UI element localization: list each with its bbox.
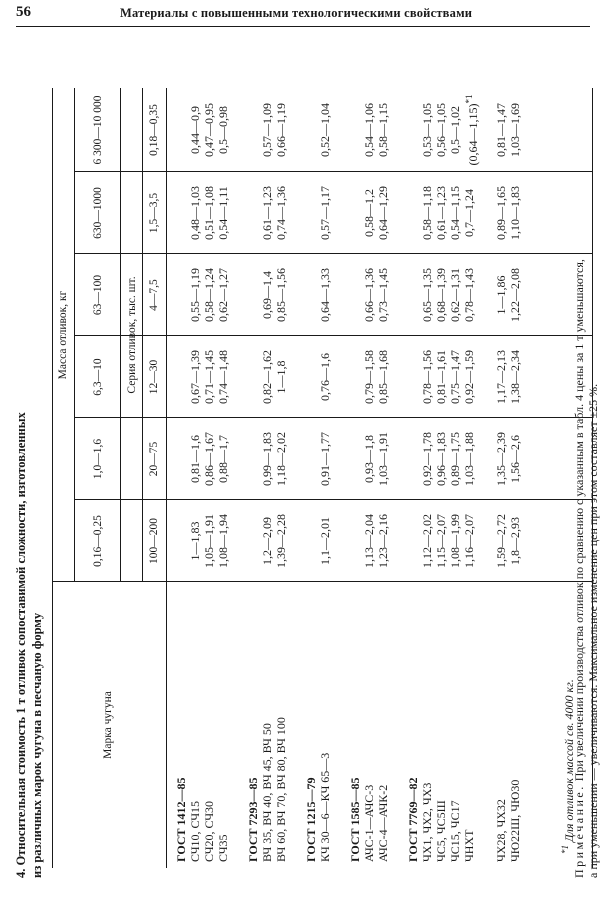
mass-range: 1,0—1,6 <box>92 438 104 480</box>
series-range: 4—7,5 <box>148 279 160 311</box>
table-cell: 1,59—2,72 <box>494 514 508 568</box>
table-cell: 0,68—1,39 <box>434 268 448 322</box>
table-cell: 0,89—1,75 <box>448 432 462 486</box>
brand-name: ВЧ 35, ВЧ 40, ВЧ 45, ВЧ 50 <box>260 723 274 862</box>
table-cell: 1,03—1,91 <box>376 432 390 486</box>
group-standard: ГОСТ 1215—79 <box>304 777 318 862</box>
mass-range: 0,16—0,25 <box>92 515 104 567</box>
series-range: 20—75 <box>148 441 160 477</box>
table-cell: 1,15—2,07 <box>434 514 448 568</box>
table-cell: 0,81—1,47 <box>494 103 508 157</box>
mass-header: Масса отливок, кг <box>57 290 69 380</box>
table-cell: 0,57—1,09 <box>260 103 274 157</box>
table-cell: 0,47—0,95 <box>202 103 216 157</box>
brand-name: СЧ10, СЧ15 <box>188 800 202 862</box>
table-cell: 1,39—2,28 <box>274 514 288 568</box>
table-top-rule <box>52 88 53 868</box>
table-cell: 0,85—1,68 <box>376 350 390 404</box>
table-cell: 0,74—1,36 <box>274 186 288 240</box>
series-range: 0,18—0,35 <box>148 104 160 156</box>
table-cell: 0,52—1,04 <box>318 103 332 157</box>
table-cell: 1,12—2,02 <box>420 514 434 568</box>
table-caption-line-2: из различных марок чугуна в песчаную форму <box>30 612 44 878</box>
table-cell: 1,35—2,39 <box>494 432 508 486</box>
table-cell: 0,76—1,6 <box>318 353 332 401</box>
table-cell: 0,86—1,67 <box>202 432 216 486</box>
table-cell: 0,7—1,24 <box>462 189 476 237</box>
table-cell: 1,8—2,93 <box>508 517 522 565</box>
table-cell: 1,23—2,16 <box>376 514 390 568</box>
table-cell: 1,05—1,91 <box>202 514 216 568</box>
group-standard: ГОСТ 1585—85 <box>348 777 362 862</box>
brand-name: ЧХ28, ЧХ32 <box>494 799 508 862</box>
table-cell: 0,73—1,45 <box>376 268 390 322</box>
table-cell: 1,38—2,34 <box>508 350 522 404</box>
table-cell: 0,89—1,65 <box>494 186 508 240</box>
table-cell: (0,64—1,15)$^{*1}$ <box>464 94 480 166</box>
brand-name: ЧХ1, ЧХ2, ЧХ3 <box>420 782 434 862</box>
table-cell: 0,67—1,39 <box>188 350 202 404</box>
table-cell: 0,58—1,18 <box>420 186 434 240</box>
table-cell: 1,16—2,07 <box>462 514 476 568</box>
table-cell: 1,1—2,01 <box>318 517 332 565</box>
table-cell: 0,99—1,83 <box>260 432 274 486</box>
table-cell: 0,53—1,05 <box>420 103 434 157</box>
table-cell: 0,92—1,59 <box>462 350 476 404</box>
table-cell: 0,61—1,23 <box>260 186 274 240</box>
table-cell: 1,18—2,02 <box>274 432 288 486</box>
brand-name: КЧ 30—6—КЧ 65—3 <box>318 752 332 862</box>
table-caption-line-1: 4. Относительная стоимость 1 т отливок сопоставимой сложности, изготовленных <box>14 412 28 878</box>
brand-header: Марка чугуна <box>102 691 114 759</box>
note-text-1: При увеличении производства отливок по сравнению с указанным в табл. 4 цены за 1 т уменьшаются, <box>572 259 586 782</box>
brand-name: ЧНХТ <box>462 829 476 862</box>
table-cell: 0,66—1,19 <box>274 103 288 157</box>
table-cell: 0,54—1,11 <box>216 186 230 240</box>
mass-range: 6,3—10 <box>92 358 104 396</box>
table-cell: 0,96—1,83 <box>434 432 448 486</box>
table-cell: 1—1,8 <box>274 360 288 394</box>
table-cell: 0,5—1,02 <box>448 106 462 154</box>
table-cell: 1,22—2,08 <box>508 268 522 322</box>
table-cell: 1,08—1,94 <box>216 514 230 568</box>
table-cell: 0,81—1,61 <box>434 350 448 404</box>
brand-name: СЧ20, СЧ30 <box>202 800 216 862</box>
table-cell: 1,03—1,88 <box>462 432 476 486</box>
table-cell: 1,56—2,6 <box>508 435 522 483</box>
table-cell: 0,66—1,36 <box>362 268 376 322</box>
table-cell: 0,82—1,62 <box>260 350 274 404</box>
table-cell: 1,08—1,99 <box>448 514 462 568</box>
group-standard: ГОСТ 7769—82 <box>406 777 420 862</box>
table-cell: 0,78—1,56 <box>420 350 434 404</box>
table-cell: 0,85—1,56 <box>274 268 288 322</box>
table-bottom-rule <box>592 88 593 868</box>
brand-name: ЧС15, ЧС17 <box>448 800 462 862</box>
table-cell: 0,54—1,15 <box>448 186 462 240</box>
table-cell: 1,03—1,69 <box>508 103 522 157</box>
series-range: 12—30 <box>148 359 160 395</box>
table-cell: 0,54—1,06 <box>362 103 376 157</box>
table-cell: 0,62—1,27 <box>216 268 230 322</box>
mass-range: 6 300—10 000 <box>92 95 104 165</box>
table-cell: 1—1,86 <box>494 275 508 315</box>
table-cell: 0,75—1,47 <box>448 350 462 404</box>
table-cell: 0,57—1,17 <box>318 186 332 240</box>
running-head: Материалы с повышенными технологическими свойствами <box>120 6 473 20</box>
table-cell: 0,64—1,33 <box>318 268 332 322</box>
brand-name: ВЧ 60, ВЧ 70, ВЧ 80, ВЧ 100 <box>274 717 288 862</box>
table-cell: 0,71—1,45 <box>202 350 216 404</box>
group-standard: ГОСТ 1412—85 <box>174 777 188 862</box>
table-cell: 0,69—1,4 <box>260 271 274 319</box>
table-cell: 0,58—1,15 <box>376 103 390 157</box>
brand-name: АЧС-4—АЧК-2 <box>376 784 390 862</box>
group-standard: ГОСТ 7293—85 <box>246 777 260 862</box>
mass-range: 630—1000 <box>92 187 104 239</box>
table-cell: 1—1,83 <box>188 521 202 561</box>
table-cell: 0,58—1,2 <box>362 189 376 237</box>
table-cell: 1,13—2,04 <box>362 514 376 568</box>
table-cell: 0,64—1,29 <box>376 186 390 240</box>
mass-range: 63—100 <box>92 274 104 316</box>
table-cell: 0,61—1,23 <box>434 186 448 240</box>
brand-name: ЧС5, ЧС5Ш <box>434 800 448 862</box>
footnote-text: Для отливок массой св. 4000 кг. <box>562 679 576 842</box>
table-cell: 0,65—1,35 <box>420 268 434 322</box>
table-cell: 0,79—1,58 <box>362 350 376 404</box>
table-cell: 0,93—1,8 <box>362 435 376 483</box>
table-cell: 1,17—2,13 <box>494 350 508 404</box>
table-cell: 0,58—1,24 <box>202 268 216 322</box>
table-cell: 0,81—1,6 <box>188 435 202 483</box>
table-cell: 0,74—1,48 <box>216 350 230 404</box>
footnote-ref: *1 <box>464 94 474 104</box>
brand-name: АЧС-1—АЧС-3 <box>362 784 376 862</box>
table-cell: 0,78—1,43 <box>462 268 476 322</box>
series-range: 1,5—3,5 <box>148 192 160 234</box>
table-cell: 0,56—1,05 <box>434 103 448 157</box>
table-cell: 0,62—1,31 <box>448 268 462 322</box>
note-line-2: а при уменьшении — увеличиваются. Максимальное изменение цен при этом составляет ±25 %. <box>586 383 600 878</box>
header-bottom-rule <box>166 88 167 868</box>
table-cell: 0,88—1,7 <box>216 435 230 483</box>
brand-name: СЧ35 <box>216 834 230 862</box>
table-cell: 0,55—1,19 <box>188 268 202 322</box>
series-header: Серия отливок, тыс. шт. <box>126 276 138 394</box>
note-label: Примечание. <box>572 784 586 878</box>
footnote-marker: *1 <box>560 845 570 854</box>
table-cell: 0,91—1,77 <box>318 432 332 486</box>
brand-name: ЧЮ22Ш, ЧЮ30 <box>508 779 522 862</box>
footnote <box>560 679 577 854</box>
table-cell: 0,92—1,78 <box>420 432 434 486</box>
page-number: 56 <box>16 4 31 20</box>
table-cell: 0,51—1,08 <box>202 186 216 240</box>
series-range: 100—200 <box>148 518 160 564</box>
table-cell: 1,10—1,83 <box>508 186 522 240</box>
table-cell: 0,5—0,98 <box>216 106 230 154</box>
table-cell: 0,48—1,03 <box>188 186 202 240</box>
table-cell: 0,44—0,9 <box>188 106 202 154</box>
table-cell: 1,2—2,09 <box>260 517 274 565</box>
